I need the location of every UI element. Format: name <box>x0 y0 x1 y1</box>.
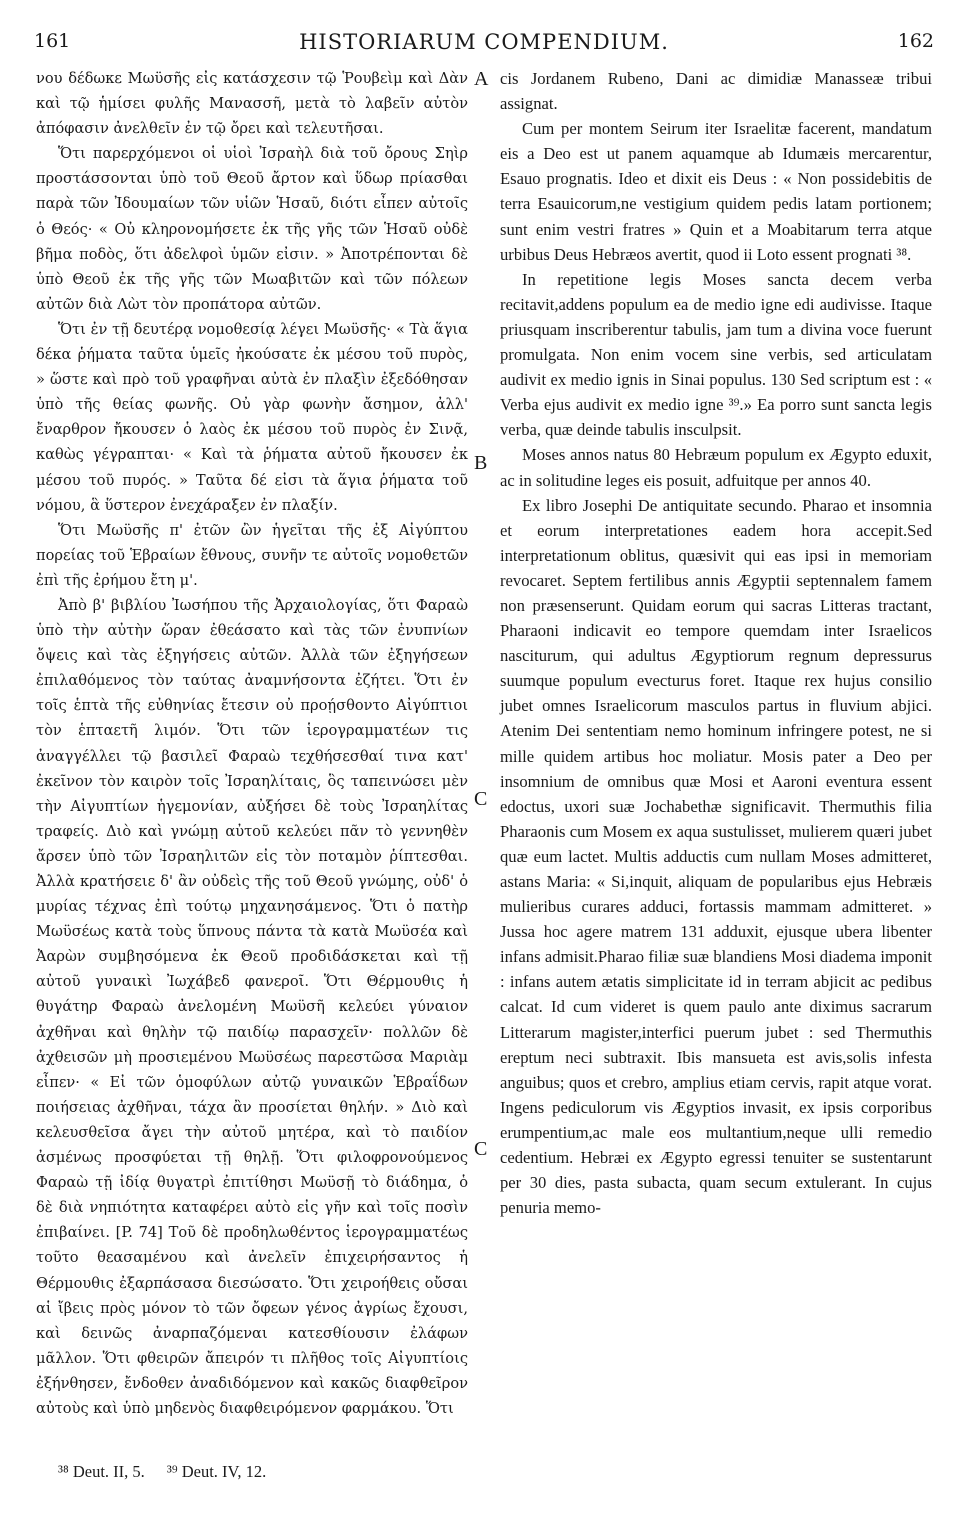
margin-marker-a: A <box>474 68 489 90</box>
margin-marker-c: C <box>474 788 488 810</box>
page-header <box>34 30 934 58</box>
footnotes <box>58 1462 478 1482</box>
page-number-right: 162 <box>897 30 934 52</box>
footnote: ³⁹ Deut. IV, 12. <box>166 1462 267 1481</box>
latin-paragraph: Moses annos natus 80 Hebræum populum ex Ægypto eduxit, ac in solitudine leges eis posuit, adfuitque per annos 40. <box>500 445 932 490</box>
running-title: HISTORIARUM COMPENDIUM. <box>299 30 669 54</box>
greek-paragraph: Ὅτι ἐν τῇ δευτέρᾳ νομοθεσίᾳ λέγει Μωϋσῆς· « Τὰ ἅγια δέκα ῥήματα ταῦτα ὑμεῖς ἠκούσατε ἐκ μέσου τοῦ πυρὸς, » ὥστε καὶ πρὸ τοῦ γραφῆναι αὐτὰ ἐν πλαξὶν ἐξεδόθησαν ὑπὸ τῆς θείας φωνῆς. Οὐ γὰρ φωνὴν ἄσημον, ἀλλ' ἔναρθρον ἤκουσεν ὁ λαὸς ἐκ μέσου τοῦ πυρὸς ἐν Σινᾷ, καθὼς γέγραπται· « Καὶ τὰ ῥήματα αὐτοῦ ἤκουσεν ἐκ μέσου τοῦ πυρός. » Ταῦτα δέ εἰσι τὰ ἅγια ῥήματα τοῦ νόμου, ἃ ὕστερον ἐνεχάραξεν ἐν πλαξίν. <box>36 320 468 514</box>
footnote: ³⁸ Deut. II, 5. <box>58 1462 145 1481</box>
greek-paragraph: νου δέδωκε Μωϋσῆς εἰς κατάσχεσιν τῷ Ῥουβεὶμ καὶ Δὰν καὶ τῷ ἡμίσει φυλῆς Μανασσῆ, μετὰ τὸ λαβεῖν αὐτὸν ἀπόφασιν ἀνελθεῖν ἐν τῷ ὄρει καὶ τελευτῆσαι. <box>36 70 468 138</box>
greek-paragraph: Ἀπὸ β' βιβλίου Ἰωσήπου τῆς Ἀρχαιολογίας, ὅτι Φαραὼ ὑπὸ τὴν αὐτὴν ὥραν ἐθεάσατο καὶ τὰς τῶν ἐνυπνίων ὄψεις καὶ τὰς ἐξηγήσεις αὐτῶν. Ἀλλὰ τῶν ἐξηγήσεων ἐπιλαθόμενος τὸν ταύτας ἀναμνήσοντα ἐζήτει. Ὅτι ἐν τοῖς ἑπτὰ τῆς εὐθηνίας ἔτεσιν οὐ προῄσθοντο Αἰγύπτιοι τὸν ἑπταετῆ λιμόν. Ὅτι τῶν ἱερογραμματέων τις ἀναγγέλλει τῷ βασιλεῖ Φαραὼ τεχθήσεσθαί τινα κατ' ἐκεῖνον τὸν καιρὸν τοῖς Ἰσραηλίταις, ὃς ταπεινώσει μὲν τὴν Αἰγυπτίων ἡγεμονίαν, αὐξήσει δὲ τοὺς Ἰσραηλίτας τραφείς. Διὸ καὶ γνώμῃ αὐτοῦ κελεύει πᾶν τὸ γεννηθὲν ἄρσεν ὑπὸ τῶν Ἰσραηλιτῶν εἰς τὸν ποταμὸν ῥίπτεσθαι. Ἀλλὰ κρατήσειε δ' ἂν οὐδεὶς τῆς τοῦ Θεοῦ γνώμης, οὐδ' ὁ μυρίας τέχνας ἐπὶ τούτῳ μηχανησάμενος. Ὅτι ὁ πατὴρ Μωϋσέως κατὰ τοὺς ὕπνους πάντα τὰ κατὰ Μωϋσέα καὶ Ἀαρὼν συμβησόμενα ἐκ Θεοῦ προδιδάσκεται καὶ τῇ αὐτοῦ γυναικὶ Ἰωχάβεδ φανεροῖ. Ὅτι Θέρμουθις ἡ θυγάτηρ Φαραὼ ἀνελομένη Μωϋσῆ κελεύει γύναιον ἀχθῆναι καὶ θηλὴν τῷ παιδίῳ παρασχεῖν· πολλῶν δὲ ἀχθεισῶν μὴ προσιεμένου Μωϋσέως παρεστῶσα Μαριὰμ εἶπεν· « Εἰ τῶν ὁμοφύλων αὐτῷ γυναικῶν Ἑβραΐδων ποιήσειας ἀχθῆναι, τάχα ἂν προσίεται θηλήν. » Διὸ καὶ κελευσθεῖσα ἄγει τὴν αὐτοῦ μητέρα, καὶ τὸ παιδίον ἀσμένως προσφύεται τῇ θηλῇ. Ὅτι φιλοφρονούμενος Φαραὼ τῇ ἰδίᾳ θυγατρὶ ἐπιτίθησι Μωϋσῇ τὸ διάδημα, ὁ δὲ διὰ νηπιότητα καταφέρει αὐτὸ εἰς γῆν καὶ τοῖς ποσὶν ἐπιβαίνει. [P. 74] Τοῦ δὲ προδηλωθέντος ἱερογραμματέως τοῦτο θεασαμένου καὶ ἀνελεῖν ἐπιχειρήσαντος ἡ Θέρμουθις ἐξαρπάσασα διεσώσατο. Ὅτι χειροήθεις οὔσαι αἱ ἴβεις πρὸς μόνον τὸ τῶν ὄφεων γένος ἀγρίως ἔχουσι, καὶ δεινῶς ἀναρπαζόμεναι κατεσθίουσιν ἐλάφων μᾶλλον. Ὅτι φθειρῶν ἄπειρόν τι πλῆθος τοῖς Αἰγυπτίοις ἐξήνθησεν, ἔνδοθεν ἀναδιδόμενον καὶ κακῶς διαφθεῖρον αὐτοὺς καὶ ὑπὸ μηδενὸς διαφθειρόμενον φαρμάκου. Ὅτι <box>36 596 468 1417</box>
latin-paragraph: Cum per montem Seirum iter Israelitæ facerent, mandatum eis a Deo est ut panem aquamque ab Idumæis mercarentur, Esauo prognatis. Ideo et dixit eis Deus : « Non possidebitis de terra Esauicorum,ne vestigium quidem pedis latam portionem; sunt enim vestri fratres » Quin et a Moabitarum terra atque urbibus Deus Hebræos avertit, quod ii Loto essent prognati ³⁸. <box>500 119 932 264</box>
latin-column <box>500 66 932 1220</box>
greek-paragraph: Ὅτι Μωϋσῆς π' ἐτῶν ὢν ἡγεῖται τῆς ἐξ Αἰγύπτου πορείας τοῦ Ἑβραίων ἔθνους, συνῆν τε αὐτοῖς νομοθετῶν ἐπὶ τῆς ἐρήμου ἔτη μ'. <box>36 521 468 589</box>
greek-column <box>36 66 468 1421</box>
page-number-left: 161 <box>34 30 71 52</box>
margin-marker-b: B <box>474 452 488 474</box>
latin-paragraph: Ex libro Josephi De antiquitate secundo. Pharao et insomnia et eorum interpretationes eadem hora accepit.Sed interpretationum oblitus, quæsivit qui eas ipsi in memoriam revocaret. Septem fertilibus annis Ægyptii septennalem famem non præsenserunt. Quidam eorum qui sacras Litteras tractant, Pharaoni indicavit eo tempore quemdam inter Israelicos nasciturum, qui adultus Ægyptiorum regnum depressurus suumque populum evecturus foret. Itaque rex hujus consilio jubet omnes Israelicorum masculos partus in fluvium abjici. Atenim Dei sententiam nemo hominum infringere potest, ne si mille quidem artibus hoc moliatur. Mosis pater a Deo per insomnium de omnibus quæ Mosi et Aaroni eventura essent edoctus, uxori suæ Jochabethæ significavit. Thermuthis filia Pharaonis cum Mosem ex aqua sustulisset, mulierem quæri jubet quæ eum lactet. Multis adductis cum nullam Moses admitteret, astans Maria: « Si,inquit, aliquam de popularibus ejus Hebræis mulieribus curares adduci, fortassis mammam admitteret. » Jussa hoc agere matrem 131 adduxit, ejusque ubera libenter infans admisit.Pharao filiæ suæ blandiens Mosi diadema imponit : infans autem ætatis simplicitate id in terram abjicit ac pedibus calcat. Id cum videret is quem paulo ante diximus sacrarum Litterarum magister,interfici puerum jubet : sed Thermuthis ereptum neci subtraxit. Ibis mansueta est avis,solis infesta anguibus; quos et crebro, amplius etiam cervis, rapit atque vorat. Ingens pediculorum vis Ægyptios invasit, ex ipsis corporibus erumpentium,ac male eos multantium,neque ulli remedio cedentium. Hebræi ex Ægypto egressi tenuiter se sustentarunt per 30 dies, pasta subacta, quam secum extulerant. In cujus penuria memo- <box>500 495 932 1218</box>
greek-paragraph: Ὅτι παρερχόμενοι οἱ υἱοὶ Ἰσραὴλ διὰ τοῦ ὄρους Σηὶρ προστάσσονται ὑπὸ τοῦ Θεοῦ ἄρτον καὶ ὕδωρ πρίασθαι παρὰ τῶν Ἰδουμαίων τῶν υἱῶν Ἡσαῦ, διότι εἶπεν αὐτοῖς ὁ Θεός· « Οὐ κληρονομήσετε ἐκ τῆς γῆς τῶν Ἡσαῦ οὐδὲ βῆμα ποδὸς, ὅτι ἀδελφοὶ ὑμῶν εἰσιν. » Ἀποτρέπονται δὲ ὑπὸ Θεοῦ ἐκ τῆς γῆς τῶν Μωαβιτῶν καὶ τῶν πόλεων αὐτῶν διὰ Λὼτ τὸν προπάτορα αὐτῶν. <box>36 145 468 313</box>
latin-paragraph: In repetitione legis Moses sancta decem verba recitavit,addens populum ea de medio igne edi audivisse. Itaque priusquam inscriberentur tabulis, jam tum a divina voce fuerunt promulgata. Non enim vocem sine verbis, sed articulatam audivit ex medio ignis in Sinai populus. 130 Sed scriptum est : « Verba ejus audivit ex medio igne ³⁹.» Ea porro sunt sancta legis verba, quæ deinde tabulis insculpsit. <box>500 269 932 440</box>
margin-marker-c2: C <box>474 1138 488 1160</box>
latin-paragraph: cis Jordanem Rubeno, Dani ac dimidiæ Manasseæ tribui assignat. <box>500 69 932 114</box>
